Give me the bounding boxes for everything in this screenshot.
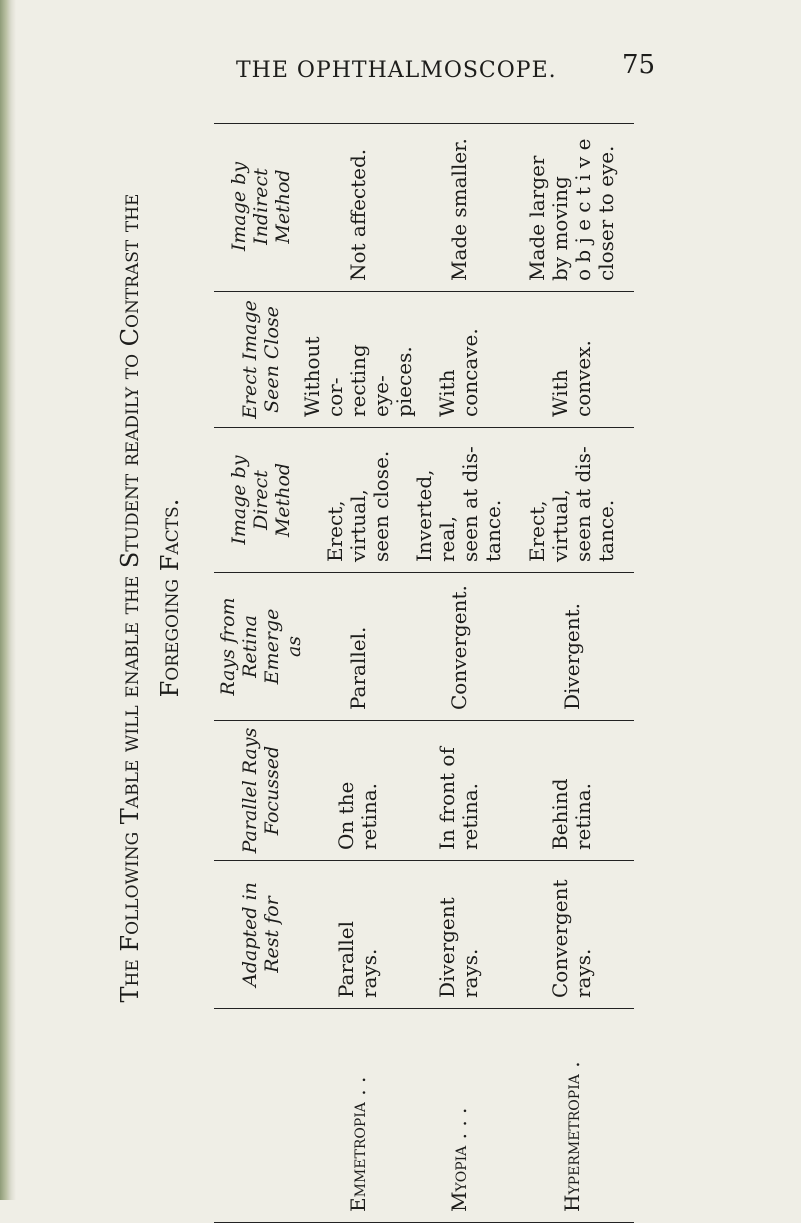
table-column-0 xyxy=(214,1009,634,1222)
table-column-5 xyxy=(214,292,634,428)
table-title xyxy=(110,88,230,1108)
table-column-4 xyxy=(214,428,634,573)
table-cell xyxy=(510,122,634,291)
table-cell xyxy=(299,292,416,427)
column-header-line: Indirect xyxy=(250,168,272,245)
cell-line: seen at dis- xyxy=(571,446,595,562)
cell-line: With concave. xyxy=(435,328,482,417)
table-column-3 xyxy=(214,573,634,721)
table-cell xyxy=(408,861,510,1008)
column-header-line: Retina Emerge xyxy=(239,608,283,685)
cell-line: Divergent xyxy=(435,897,459,998)
table-cell xyxy=(510,292,634,427)
cell-line: With convex. xyxy=(548,340,595,417)
cell-line: pieces. xyxy=(391,346,416,417)
table-title-line-2: Foregoing Facts. xyxy=(156,498,184,698)
cell-line: Not affected. xyxy=(345,148,370,281)
table-column-1 xyxy=(214,861,634,1009)
row-label xyxy=(308,1009,408,1222)
column-header-line: Rays from xyxy=(217,597,239,696)
column-header-line: Seen Close xyxy=(261,306,283,413)
cell-line: Parallel. xyxy=(345,626,370,710)
column-header-line: Adapted in xyxy=(239,882,261,987)
table-cell xyxy=(510,573,634,720)
table-cell xyxy=(510,861,634,1008)
column-header-line: as xyxy=(283,635,305,658)
cell-line: retina. xyxy=(458,783,482,850)
table-column-6 xyxy=(214,122,634,292)
cell-line: by moving xyxy=(548,176,572,281)
row-label-text: Emmetropia . . xyxy=(345,1076,370,1212)
cell-line: In front of xyxy=(435,747,459,850)
column-header-line: Image by xyxy=(228,161,250,252)
cell-line: rays. xyxy=(571,948,595,998)
cell-line: On the retina. xyxy=(334,781,381,850)
cell-line: Erect, virtual, xyxy=(322,489,370,562)
row-label xyxy=(408,1009,510,1222)
cell-line: rays. xyxy=(458,948,482,998)
table-cell xyxy=(408,292,510,427)
table-cell xyxy=(510,428,634,572)
column-header xyxy=(214,122,308,291)
cell-line: tance. xyxy=(481,499,505,562)
cell-line: Made smaller. xyxy=(446,138,471,281)
cell-line: seen at dis- xyxy=(458,446,482,562)
cell-line: closer to eye. xyxy=(594,145,618,281)
column-header-line: Image by xyxy=(228,455,250,545)
table-cell xyxy=(510,721,634,860)
table-cell xyxy=(308,428,408,572)
row-label-text: Hypermetropia . xyxy=(559,1061,584,1212)
cell-line: recting eye- xyxy=(345,344,393,417)
row-label-text: Myopia . . . xyxy=(446,1107,471,1212)
column-header xyxy=(214,428,308,572)
row-label xyxy=(510,1009,634,1222)
table-cell xyxy=(308,122,408,291)
cell-line: Behind retina. xyxy=(548,778,595,850)
cell-line: Inverted, real, xyxy=(412,469,459,562)
column-header-line: Focussed xyxy=(261,745,283,836)
column-header xyxy=(214,292,308,427)
page-number: 75 xyxy=(622,50,656,80)
cell-line: Convergent. xyxy=(446,585,471,710)
cell-line: Without cor- xyxy=(299,336,347,417)
comparison-table xyxy=(214,123,634,1223)
cell-line: Parallel rays. xyxy=(334,921,381,998)
column-header-line: Parallel Rays xyxy=(239,727,261,854)
cell-line: Divergent. xyxy=(559,602,584,710)
running-head: THE OPHTHALMOSCOPE. xyxy=(236,58,557,83)
column-header xyxy=(214,1009,308,1222)
scan-edge xyxy=(0,0,16,1200)
table-cell xyxy=(308,573,408,720)
column-header xyxy=(214,861,308,1008)
cell-line: Convergent xyxy=(548,879,572,998)
table-title-line-1: The Following Table will enable the Student readily to Contrast the xyxy=(116,193,144,1003)
cell-line: Erect, virtual, xyxy=(525,489,572,562)
table-cell xyxy=(408,428,510,572)
cell-line: Made larger xyxy=(525,155,549,281)
cell-line: o b j e c t i v e xyxy=(571,138,595,281)
column-header xyxy=(214,721,308,860)
column-header-line: Rest for xyxy=(261,896,283,973)
table-cell xyxy=(408,122,510,291)
table-cell xyxy=(408,573,510,720)
cell-line: seen close. xyxy=(368,450,393,562)
column-header xyxy=(214,573,308,720)
column-header-line: Method xyxy=(272,169,294,244)
table-column-2 xyxy=(214,721,634,861)
comparison-table-rotated xyxy=(214,123,634,1223)
column-header-line: Erect Image xyxy=(239,300,261,419)
column-header-line: Direct Method xyxy=(250,462,294,538)
table-cell xyxy=(308,861,408,1008)
table-cell xyxy=(408,721,510,860)
cell-line: tance. xyxy=(594,499,618,562)
table-cell xyxy=(308,721,408,860)
